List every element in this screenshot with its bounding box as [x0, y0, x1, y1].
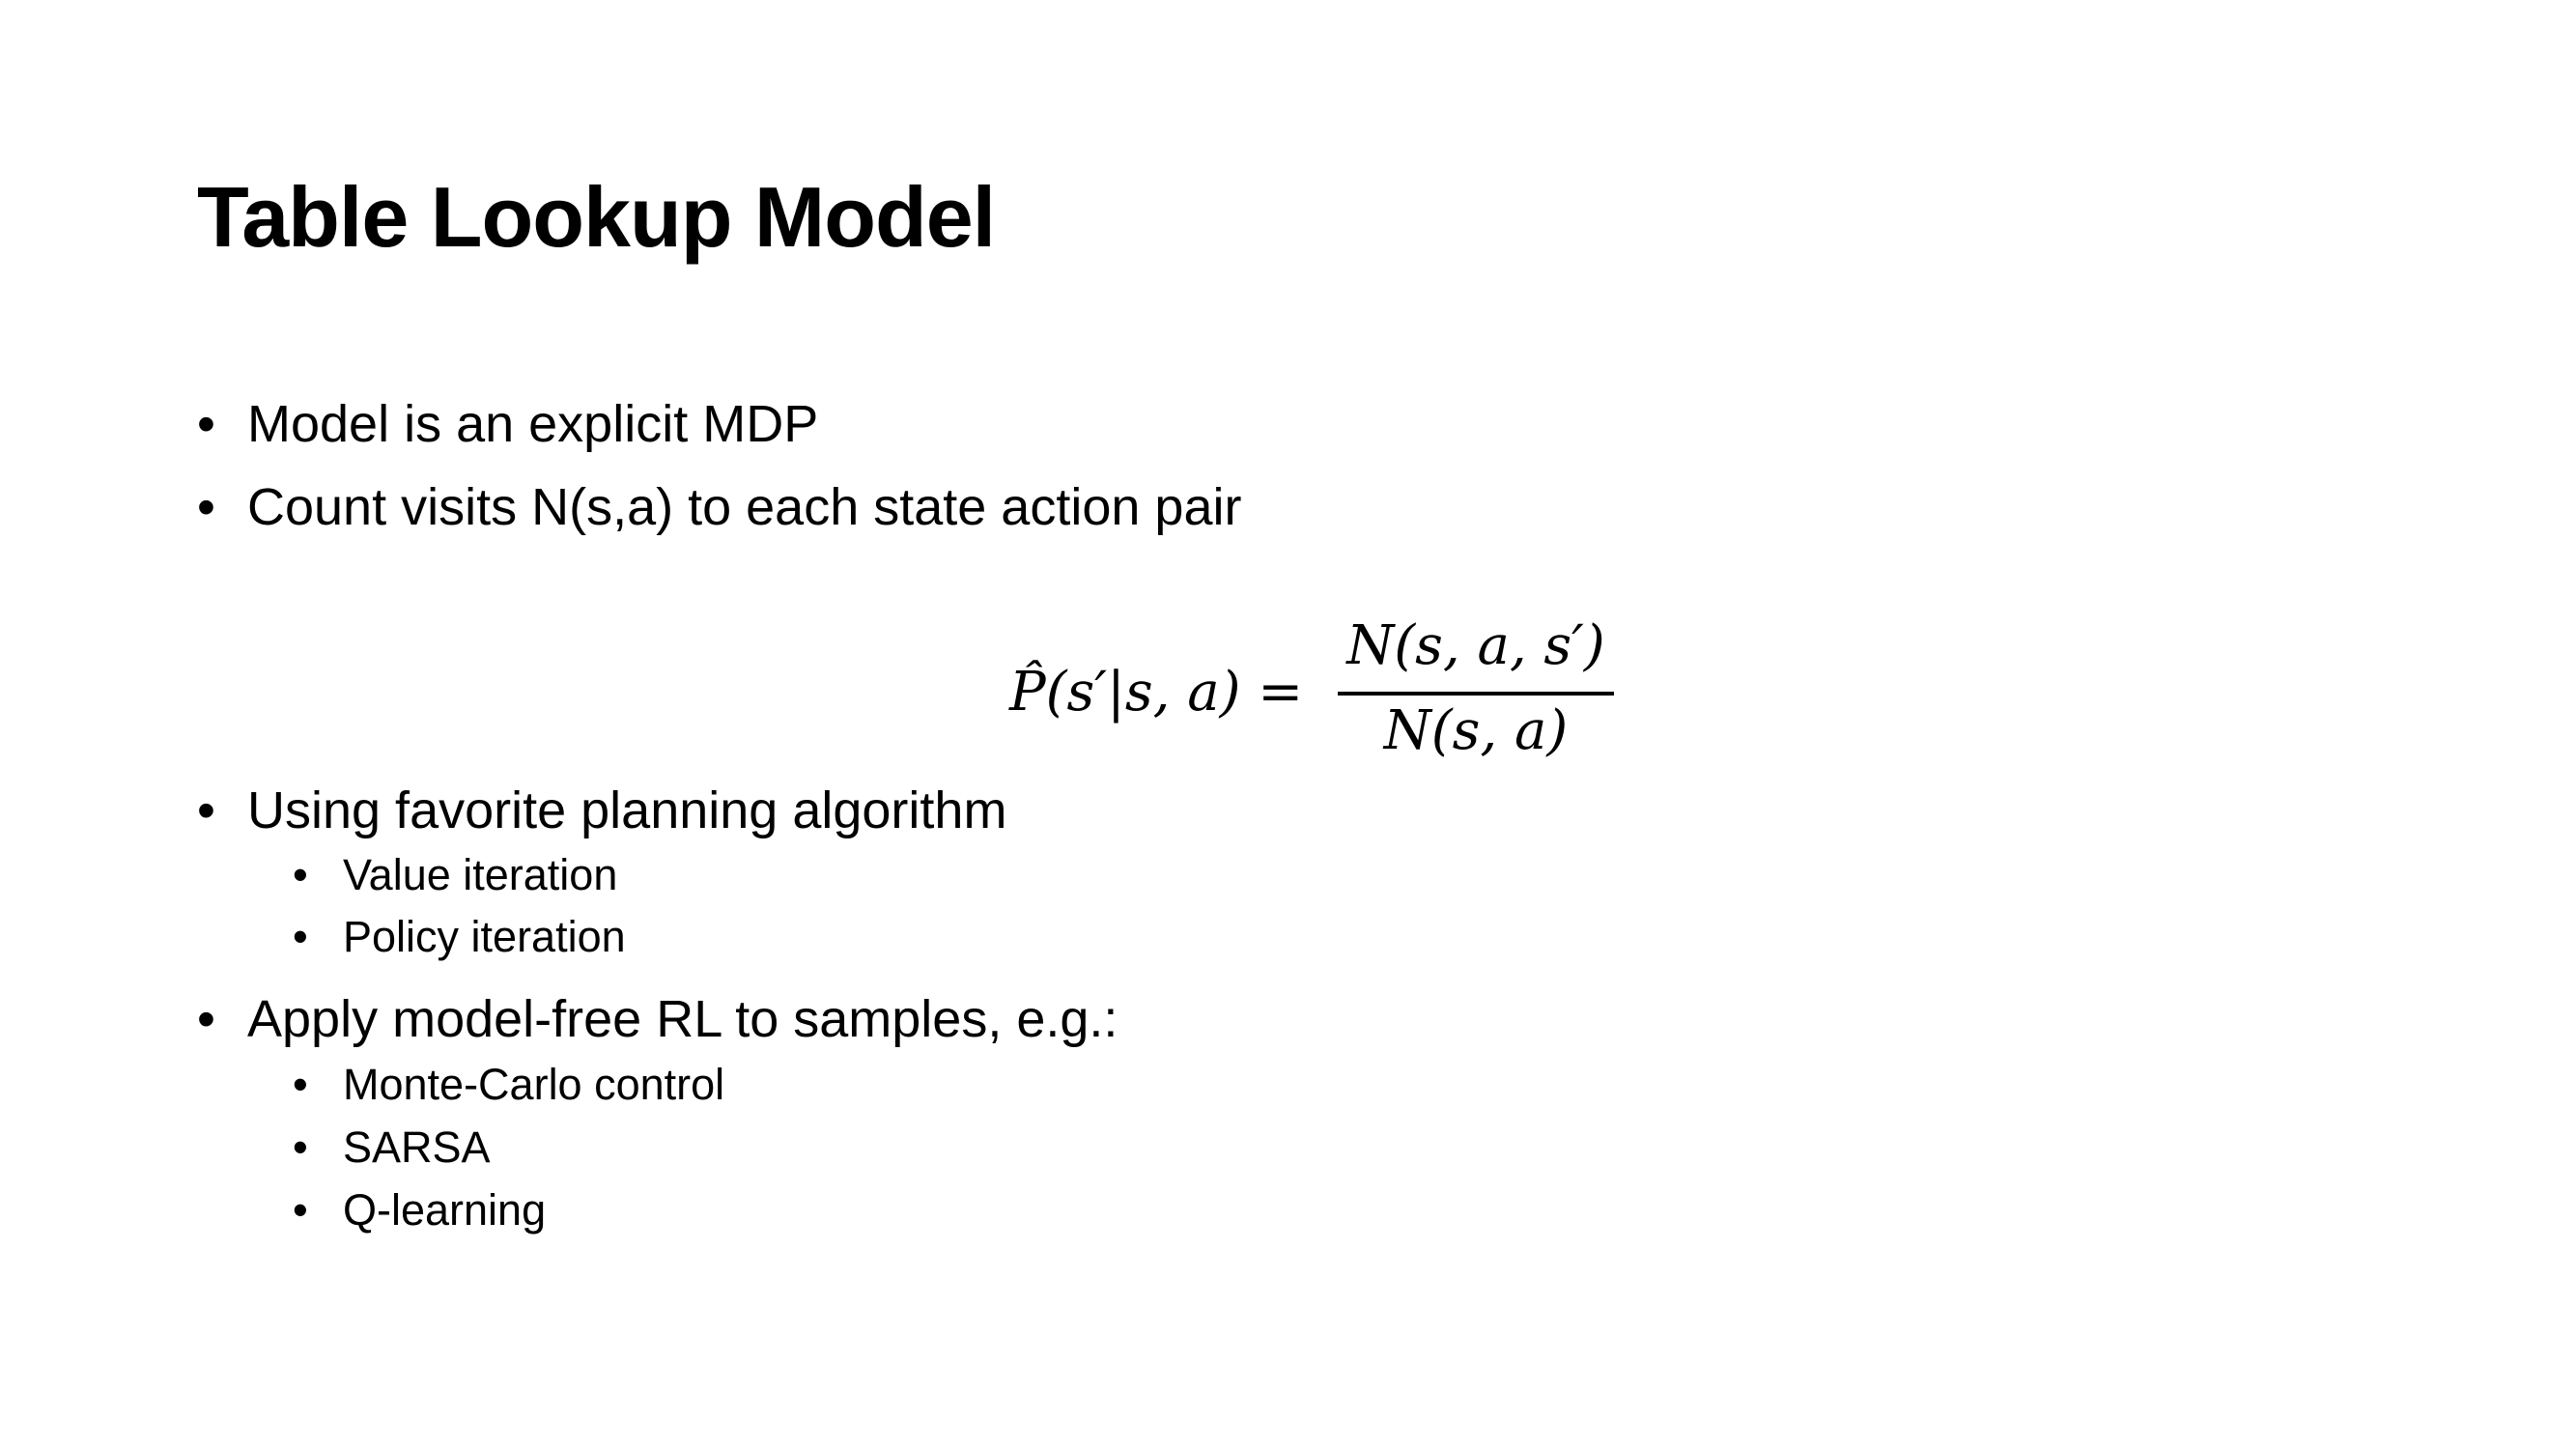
slide-title: Table Lookup Model	[197, 169, 996, 265]
transition-estimate-formula	[1009, 609, 1605, 773]
bullet-text: Value iteration	[343, 850, 618, 899]
bullet-text: SARSA	[343, 1122, 491, 1172]
bullet-text: Monte-Carlo control	[343, 1060, 725, 1109]
bullet-dot: •	[197, 478, 215, 536]
bullet-dot: •	[293, 1060, 308, 1109]
bullet-dot: •	[197, 395, 215, 453]
fraction-bar	[1338, 692, 1614, 696]
bullet-text: Using favorite planning algorithm	[247, 781, 1007, 839]
bullet-dot: •	[293, 912, 308, 961]
bullet-dot: •	[293, 1122, 308, 1172]
bullet-text: Q-learning	[343, 1185, 547, 1235]
formula-lhs: P̂(s′|s, a) =	[1009, 661, 1304, 724]
bullet-dot: •	[197, 781, 215, 839]
bullet-text: Policy iteration	[343, 912, 626, 961]
formula-denominator: N(s, a)	[1383, 699, 1569, 762]
formula-numerator: N(s, a, s′)	[1346, 614, 1605, 677]
bullet-dot: •	[197, 990, 215, 1048]
bullet-text: Model is an explicit MDP	[247, 395, 819, 453]
bullet-dot: •	[293, 850, 308, 899]
bullet-text: Count visits N(s,a) to each state action pair	[247, 478, 1242, 536]
bullet-dot: •	[293, 1185, 308, 1235]
bullet-text: Apply model-free RL to samples, e.g.:	[247, 990, 1118, 1048]
